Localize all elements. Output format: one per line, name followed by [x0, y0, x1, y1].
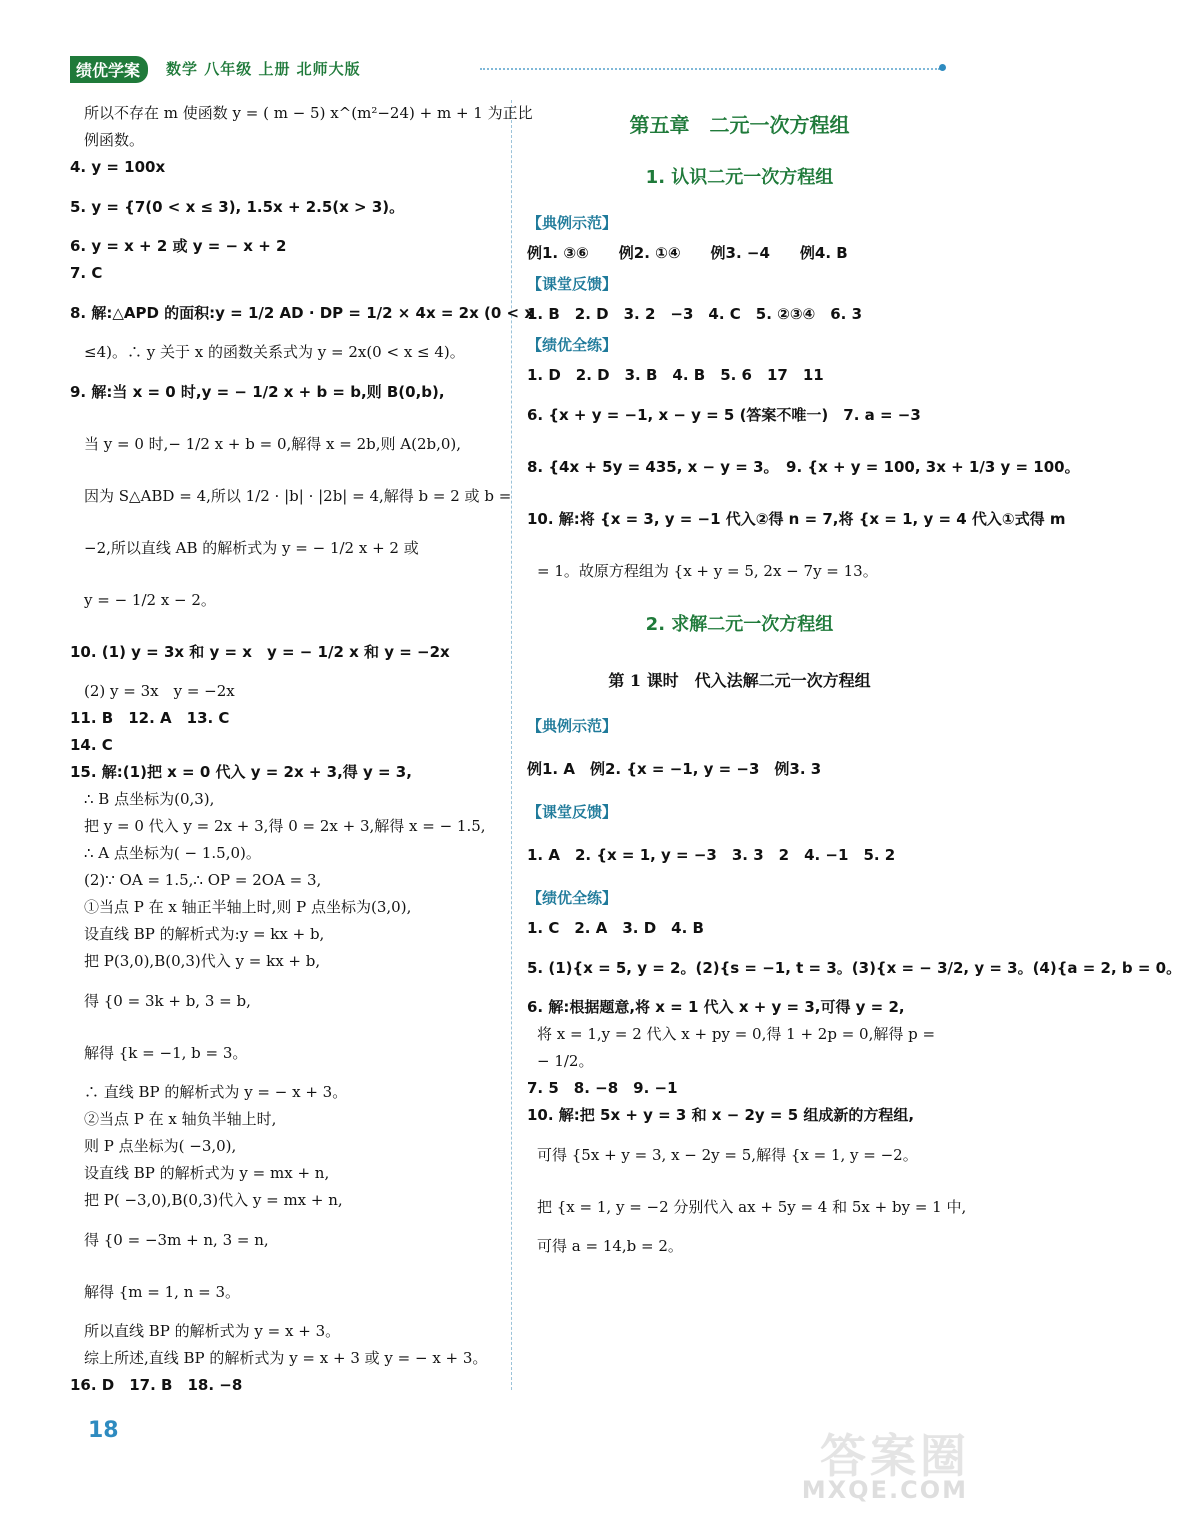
- answer-line: 8. 解:△APD 的面积:y = 1/2 AD · DP = 1/2 × 4x = 2x (0 < x: [70, 304, 534, 322]
- section-title: 1. 认识二元一次方程组: [645, 167, 834, 188]
- answer-line: 11. B 12. A 13. C: [70, 709, 230, 727]
- right-column: [527, 100, 1181, 1260]
- header-dotted-rule: [480, 68, 940, 70]
- watermark: [780, 1420, 980, 1510]
- answer-line: −2,所以直线 AB 的解析式为 y = − 1/2 x + 2 或: [84, 539, 419, 557]
- answer-line: ①当点 P 在 x 轴正半轴上时,则 P 点坐标为(3,0),: [84, 898, 412, 916]
- answer-line: 把 P( −3,0),B(0,3)代入 y = mx + n,: [84, 1191, 343, 1209]
- left-column: [70, 100, 534, 1399]
- answer-line: 8. {4x + 5y = 435, x − y = 3。 9. {x + y = 100, 3x + 1/3 y = 100。: [527, 458, 1080, 476]
- answer-line: (2) y = 3x y = −2x: [84, 682, 235, 700]
- answer-line: 10. 解:把 5x + y = 3 和 x − 2y = 5 组成新的方程组,: [527, 1106, 915, 1124]
- answer-line: y = − 1/2 x − 2。: [84, 591, 216, 609]
- answer-line: 6. y = x + 2 或 y = − x + 2: [70, 237, 287, 255]
- answer-line: 将 x = 1,y = 2 代入 x + py = 0,得 1 + 2p = 0,解得 p =: [537, 1025, 936, 1043]
- answer-line: ∴ 直线 BP 的解析式为 y = − x + 3。: [84, 1083, 348, 1101]
- answer-line: 解得 {k = −1, b = 3。: [84, 1044, 248, 1062]
- lesson-title: 第 1 课时 代入法解二元一次方程组: [608, 671, 871, 690]
- answer-line: (2)∵ OA = 1.5,∴ OP = 2OA = 3,: [84, 871, 322, 889]
- answer-line: 得 {0 = −3m + n, 3 = n,: [84, 1231, 269, 1249]
- book-subtitle: 数学 八年级 上册 北师大版: [166, 60, 361, 78]
- answer-line: 因为 S△ABD = 4,所以 1/2 · |b| · |2b| = 4,解得 b = 2 或 b =: [84, 487, 512, 505]
- answer-line: 5. (1){x = 5, y = 2。(2){s = −1, t = 3。(3){x = − 3/2, y = 3。(4){a = 2, b = 0。: [527, 959, 1181, 977]
- answer-line: 所以不存在 m 使函数 y = ( m − 5) x^(m²−24) + m + 1 为正比: [84, 104, 533, 122]
- answer-line: 则 P 点坐标为( −3,0),: [84, 1137, 237, 1155]
- section-tag: 【课堂反馈】: [527, 275, 618, 293]
- page-header: [70, 56, 950, 82]
- answer-line: 例1. A 例2. {x = −1, y = −3 例3. 3: [527, 760, 822, 778]
- section-tag: 【绩优全练】: [527, 889, 618, 907]
- answer-line: 4. y = 100x: [70, 158, 166, 176]
- answer-line: 9. 解:当 x = 0 时,y = − 1/2 x + b = b,则 B(0,b),: [70, 383, 445, 401]
- answer-line: 6. 解:根据题意,将 x = 1 代入 x + y = 3,可得 y = 2,: [527, 998, 905, 1016]
- section-tag: 【绩优全练】: [527, 336, 618, 354]
- answer-line: ≤4)。∴ y 关于 x 的函数关系式为 y = 2x(0 < x ≤ 4)。: [84, 343, 465, 361]
- answer-line: 7. 5 8. −8 9. −1: [527, 1079, 678, 1097]
- answer-line: 5. y = {7(0 < x ≤ 3), 1.5x + 2.5(x > 3)。: [70, 198, 405, 216]
- answer-line: 设直线 BP 的解析式为:y = kx + b,: [84, 925, 325, 943]
- answer-line: ∴ B 点坐标为(0,3),: [84, 790, 215, 808]
- answer-line: 1. A 2. {x = 1, y = −3 3. 3 2 4. −1 5. 2: [527, 846, 896, 864]
- section-title: 2. 求解二元一次方程组: [645, 614, 834, 635]
- answer-line: − 1/2。: [537, 1052, 594, 1070]
- answer-line: 设直线 BP 的解析式为 y = mx + n,: [84, 1164, 330, 1182]
- section-tag: 【课堂反馈】: [527, 803, 618, 821]
- answer-line: 1. C 2. A 3. D 4. B: [527, 919, 704, 937]
- answer-line: 6. {x + y = −1, x − y = 5 (答案不唯一) 7. a = −3: [527, 406, 921, 424]
- answer-line: 例函数。: [84, 131, 145, 149]
- answer-line: 14. C: [70, 736, 113, 754]
- answer-line: 解得 {m = 1, n = 3。: [84, 1283, 241, 1301]
- answer-line: 1. D 2. D 3. B 4. B 5. 6 17 11: [527, 366, 824, 384]
- column-divider: [511, 100, 512, 1390]
- answer-line: ∴ A 点坐标为( − 1.5,0)。: [84, 844, 261, 862]
- answer-line: 把 P(3,0),B(0,3)代入 y = kx + b,: [84, 952, 321, 970]
- section-tag: 【典例示范】: [527, 214, 618, 232]
- answer-line: 当 y = 0 时,− 1/2 x + b = 0,解得 x = 2b,则 A(2b,0),: [84, 435, 462, 453]
- answer-line: 综上所述,直线 BP 的解析式为 y = x + 3 或 y = − x + 3。: [84, 1349, 488, 1367]
- answer-line: 得 {0 = 3k + b, 3 = b,: [84, 992, 251, 1010]
- header-rule-dot: [939, 64, 946, 71]
- answer-line: 可得 {5x + y = 3, x − 2y = 5,解得 {x = 1, y = −2。: [537, 1146, 918, 1164]
- answer-line: 10. 解:将 {x = 3, y = −1 代入②得 n = 7,将 {x = 1, y = 4 代入①式得 m: [527, 510, 1066, 528]
- watermark-logo-text: 答案圈: [820, 1429, 970, 1483]
- answer-line: 把 {x = 1, y = −2 分别代入 ax + 5y = 4 和 5x + by = 1 中,: [537, 1198, 967, 1216]
- answer-line: 10. (1) y = 3x 和 y = x y = − 1/2 x 和 y = −2x: [70, 643, 450, 661]
- answer-line: 所以直线 BP 的解析式为 y = x + 3。: [84, 1322, 341, 1340]
- answer-line: 7. C: [70, 264, 103, 282]
- answer-line: 15. 解:(1)把 x = 0 代入 y = 2x + 3,得 y = 3,: [70, 763, 412, 781]
- section-tag: 【典例示范】: [527, 717, 618, 735]
- watermark-url: MXQE.COM: [801, 1476, 968, 1504]
- answer-line: 例1. ③⑥ 例2. ①④ 例3. −4 例4. B: [527, 244, 848, 262]
- answer-line: ②当点 P 在 x 轴负半轴上时,: [84, 1110, 277, 1128]
- chapter-title: 第五章 二元一次方程组: [629, 113, 850, 137]
- brand-logo: 绩优学案: [70, 56, 148, 83]
- answer-line: 16. D 17. B 18. −8: [70, 1376, 243, 1394]
- answer-line: = 1。故原方程组为 {x + y = 5, 2x − 7y = 13。: [537, 562, 878, 580]
- answer-line: 可得 a = 14,b = 2。: [537, 1237, 683, 1255]
- answer-line: 1. B 2. D 3. 2 −3 4. C 5. ②③④ 6. 3: [527, 305, 863, 323]
- page-number: 18: [88, 1418, 119, 1443]
- answer-line: 把 y = 0 代入 y = 2x + 3,得 0 = 2x + 3,解得 x = − 1.5,: [84, 817, 486, 835]
